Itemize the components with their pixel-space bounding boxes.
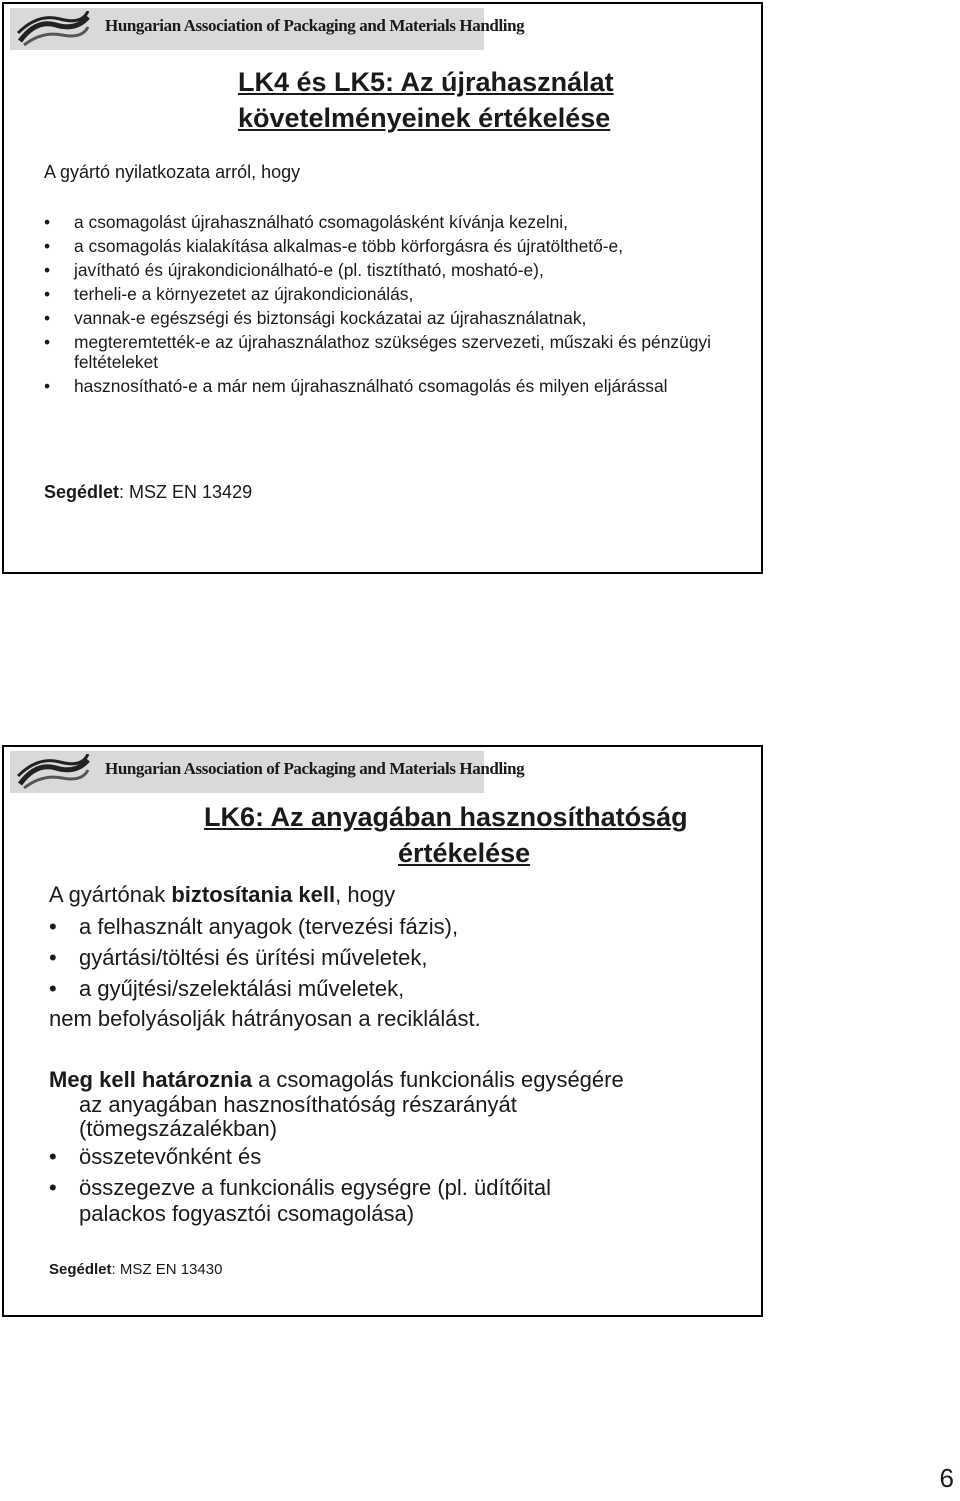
must-bold: Meg kell határoznia <box>49 1067 252 1092</box>
list-item: • a gyűjtési/szelektálási műveletek, <box>49 976 739 1002</box>
list-item: • vannak-e egészségi és biztonsági kockázatai az újrahasználatnak, <box>44 308 724 328</box>
intro-text: A gyártó nyilatkozata arról, hogy <box>44 162 301 182</box>
after-bullets-text: nem befolyásolják hátrányosan a reciklálást. <box>49 1006 481 1031</box>
list-item: • a csomagolást újrahasználható csomagolásként kívánja kezelni, <box>44 212 724 232</box>
must-line-2: az anyagában hasznosíthatóság részarányát <box>79 1092 517 1117</box>
operations-list <box>49 914 739 1007</box>
page-number: 6 <box>939 1463 954 1493</box>
association-name: Hungarian Association of Packaging and Materials Handling <box>105 16 525 35</box>
reference <box>49 1261 222 1278</box>
intro-suffix: , hogy <box>335 882 396 907</box>
association-logo-icon <box>16 754 90 790</box>
title-line-2: követelményeinek értékelése <box>238 103 611 133</box>
list-item: • összetevőnként és <box>49 1144 739 1170</box>
list-item: • összegezve a funkcionális egységre (pl. üdítőital palackos fogyasztói csomagolása) <box>49 1175 639 1227</box>
list-item: • megteremtették-e az újrahasználathoz szükséges szervezeti, műszaki és pénzügyi feltételeket <box>44 332 724 372</box>
share-list <box>49 1144 739 1232</box>
slide-lk6 <box>2 745 763 1317</box>
slide-title <box>204 799 744 871</box>
requirements-list <box>44 212 724 400</box>
association-banner <box>10 751 525 793</box>
intro-prefix: A gyártónak <box>49 882 172 907</box>
list-item: • gyártási/töltési és ürítési műveletek, <box>49 945 739 971</box>
association-name: Hungarian Association of Packaging and Materials Handling <box>105 759 525 778</box>
title-line-1: LK6: Az anyagában hasznosíthatóság <box>204 802 688 832</box>
must-determine-text <box>49 1067 624 1093</box>
association-banner <box>10 8 525 50</box>
reference-label: Segédlet <box>44 482 120 502</box>
list-item: • hasznosítható-e a már nem újrahasználható csomagolás és milyen eljárással <box>44 376 724 396</box>
title-line-2: értékelése <box>398 838 531 868</box>
reference <box>44 482 252 503</box>
list-item: • a csomagolás kialakítása alkalmas-e több körforgásra és újratölthető-e, <box>44 236 724 256</box>
must-rest: a csomagolás funkcionális egységére <box>251 1067 624 1092</box>
slide-title <box>238 64 698 136</box>
reference-value: : MSZ EN 13429 <box>119 482 253 502</box>
list-item: • javítható és újrakondicionálható-e (pl. tisztítható, mosható-e), <box>44 260 724 280</box>
title-line-1: LK4 és LK5: Az újrahasználat <box>238 67 614 97</box>
list-item: • terheli-e a környezetet az újrakondicionálás, <box>44 284 724 304</box>
reference-label: Segédlet <box>49 1261 112 1278</box>
intro-bold: biztosítania kell <box>171 882 336 907</box>
list-item: • a felhasznált anyagok (tervezési fázis), <box>49 914 739 940</box>
reference-value: : MSZ EN 13430 <box>111 1261 223 1278</box>
must-line-3: (tömegszázalékban) <box>79 1116 278 1141</box>
association-logo-icon <box>16 11 90 47</box>
intro-text <box>49 882 395 908</box>
slide-lk4-lk5 <box>2 2 763 574</box>
